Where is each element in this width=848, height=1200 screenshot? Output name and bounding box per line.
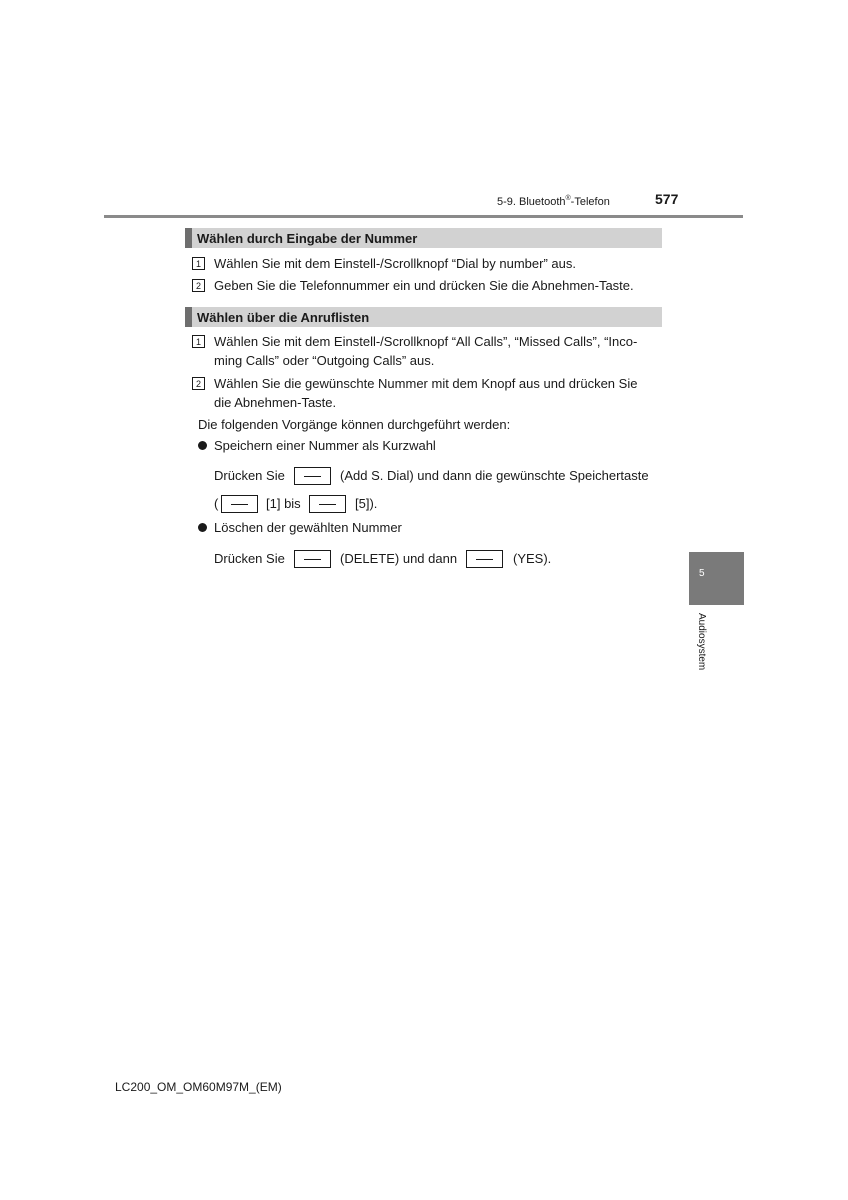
section-heading-dial-by-number (185, 228, 662, 248)
instruction-text: Drücken Sie (214, 551, 285, 566)
header-divider (104, 215, 743, 218)
step-text: Wählen Sie mit dem Einstell-/Scrollknopf “Dial by number” aus. (214, 256, 576, 271)
step-text-line: ming Calls” oder “Outgoing Calls” aus. (214, 353, 435, 368)
header-section-title: 5-9. Bluetooth®-Telefon (497, 195, 610, 208)
screen-key-icon (466, 550, 503, 568)
section-title: Wählen durch Eingabe der Nummer (197, 231, 418, 246)
registered-mark: ® (565, 195, 571, 202)
instruction-text: [5]). (355, 496, 378, 511)
footer-code: LC200_OM_OM60M97M_(EM) (115, 1080, 282, 1094)
screen-key-icon (294, 550, 331, 568)
instruction-text: (Add S. Dial) und dann die gewünschte Speichertaste (340, 468, 649, 483)
chapter-number: 5 (699, 568, 705, 579)
bullet-icon (198, 441, 207, 450)
chapter-tab (689, 552, 744, 605)
intro-text: Die folgenden Vorgänge können durchgeführt werden: (198, 417, 511, 432)
chapter-label: Audiosystem (696, 613, 707, 671)
section-title: Wählen über die Anruflisten (197, 310, 370, 325)
instruction-text: (DELETE) und dann (340, 551, 458, 566)
screen-key-icon (309, 495, 346, 513)
step-text-line: die Abnehmen-Taste. (214, 395, 337, 410)
bullet-icon (198, 523, 207, 532)
step-number-box: 1 (192, 335, 205, 348)
screen-key-icon (221, 495, 258, 513)
section-heading-call-lists (185, 307, 662, 327)
instruction-text: (YES). (513, 551, 552, 566)
screen-key-icon (294, 467, 331, 485)
step-number-box: 2 (192, 279, 205, 292)
step-text-line: Wählen Sie die gewünschte Nummer mit dem Knopf aus und drücken Sie (214, 376, 638, 391)
bullet-title: Speichern einer Nummer als Kurzwahl (214, 438, 436, 453)
instruction-text: [1] bis (266, 496, 301, 511)
instruction-text: ( (214, 496, 219, 511)
step-text-line: Wählen Sie mit dem Einstell-/Scrollknopf “All Calls”, “Missed Calls”, “Inco- (214, 334, 638, 349)
bullet-title: Löschen der gewählten Nummer (214, 520, 402, 535)
instruction-text: Drücken Sie (214, 468, 285, 483)
step-number-box: 1 (192, 257, 205, 270)
step-text: Geben Sie die Telefonnummer ein und drücken Sie die Abnehmen-Taste. (214, 278, 634, 293)
step-number-box: 2 (192, 377, 205, 390)
page-number: 577 (655, 191, 679, 207)
